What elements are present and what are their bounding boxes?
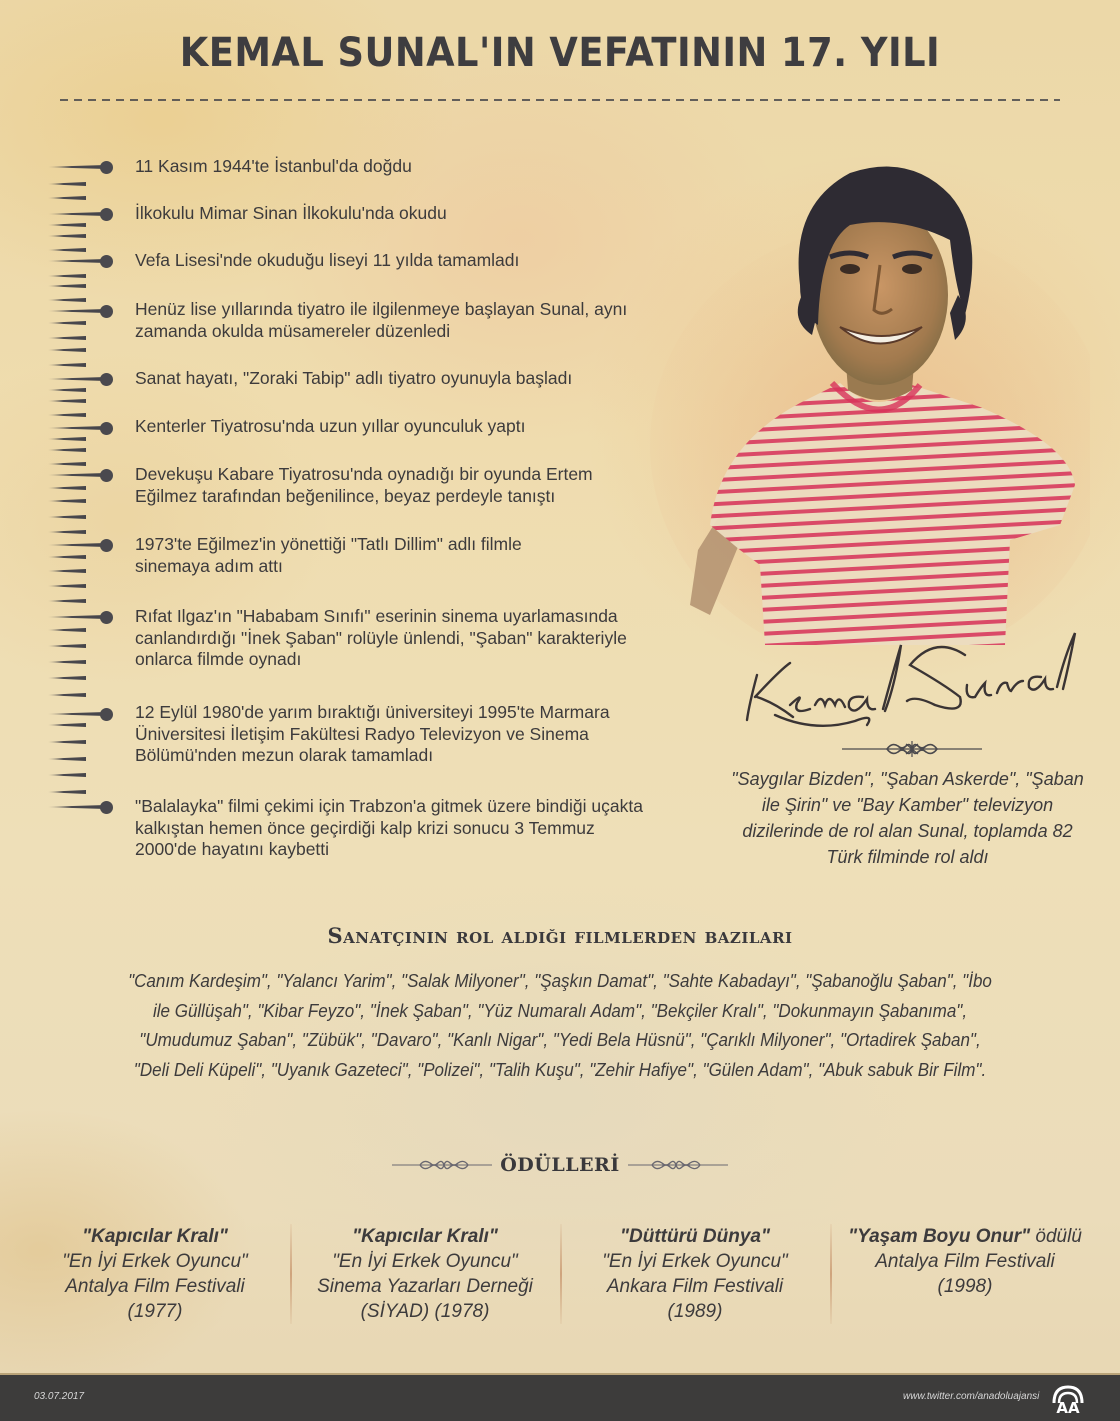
timeline-tick: [48, 448, 86, 452]
timeline-tick: [48, 437, 86, 441]
timeline-tick: [48, 486, 86, 490]
award-film: "Kapıcılar Kralı": [352, 1226, 498, 1247]
ornament-right-icon: [628, 1158, 728, 1177]
award-organizer: Ankara Film Festivali: [606, 1276, 784, 1297]
timeline-dot-icon: [100, 801, 113, 814]
footer-bar: [0, 1373, 1120, 1421]
timeline-dot-icon: [100, 161, 113, 174]
timeline-tick: [48, 363, 86, 367]
portrait-image: [650, 145, 1090, 645]
timeline-tick: [48, 555, 86, 559]
timeline-dot-icon: [100, 708, 113, 721]
award-item: [830, 1224, 1100, 1334]
timeline-tick: [48, 499, 86, 503]
timeline-tick-major: [48, 212, 106, 216]
timeline-dot-icon: [100, 422, 113, 435]
award-item: [20, 1224, 290, 1334]
award-year: (SİYAD) (1978): [360, 1301, 490, 1322]
page-title: KEMAL SUNAL'IN VEFATININ 17. YILI: [179, 30, 941, 76]
timeline-tick: [48, 234, 86, 238]
timeline-tick-major: [48, 805, 106, 809]
timeline-dot-icon: [100, 469, 113, 482]
timeline-tick: [48, 462, 86, 466]
timeline-event: Sanat hayatı, "Zoraki Tabip" adlı tiyatro oyunuyla başladı: [135, 368, 573, 388]
timeline-event: Rıfat Ilgaz'ın "Hababam Sınıfı" eserinin sinema uyarlamasında canlandırdığı "İnek Şaban" rolüyle ünlendi, "Şaban" karakteriyle onlarca filmde oynadı: [135, 606, 627, 669]
award-film: "Kapıcılar Kralı": [82, 1226, 228, 1247]
timeline-tick: [48, 644, 86, 648]
award-year: (1998): [937, 1276, 993, 1297]
timeline-tick: [48, 223, 86, 227]
timeline-dot-icon: [100, 611, 113, 624]
timeline-tick: [48, 399, 86, 403]
timeline-tick: [48, 723, 86, 727]
films-heading: Sanatçının rol aldığı filmlerden bazıları: [327, 923, 793, 948]
award-category: "En İyi Erkek Oyuncu": [602, 1251, 788, 1272]
award-category: "En İyi Erkek Oyuncu": [332, 1251, 518, 1272]
timeline-tick: [48, 248, 86, 252]
timeline-tick: [48, 413, 86, 417]
anadolu-agency-logo-icon: [1050, 1383, 1086, 1415]
timeline-event: Kenterler Tiyatrosu'nda uzun yıllar oyunculuk yaptı: [135, 416, 526, 436]
timeline-tick: [48, 298, 86, 302]
timeline-ruler: [48, 150, 118, 820]
timeline-dot-icon: [100, 255, 113, 268]
timeline-event: 11 Kasım 1944'te İstanbul'da doğdu: [135, 156, 412, 176]
timeline-tick: [48, 584, 86, 588]
svg-text:AA: AA: [1056, 1399, 1080, 1415]
timeline-dot-icon: [100, 305, 113, 318]
timeline-tick: [48, 284, 86, 288]
publish-date: 03.07.2017: [34, 1391, 85, 1402]
timeline-tick-major: [48, 259, 106, 263]
timeline-event: Vefa Lisesi'nde okuduğu liseyi 11 yılda tamamladı: [135, 250, 520, 270]
timeline-tick: [48, 530, 86, 534]
timeline-event: 1973'te Eğilmez'in yönettiği "Tatlı Dillim" adlı filmle sinemaya adım attı: [135, 534, 522, 576]
timeline-event: Devekuşu Kabare Tiyatrosu'nda oynadığı bir oyunda Ertem Eğilmez tarafından beğenilince, beyaz perdeyle tanıştı: [135, 464, 593, 506]
award-suffix: ödülü: [1030, 1226, 1082, 1247]
timeline-tick-major: [48, 309, 106, 313]
timeline-tick: [48, 773, 86, 777]
timeline-tick-major: [48, 473, 106, 477]
timeline-tick: [48, 196, 86, 200]
timeline-tick: [48, 599, 86, 603]
timeline-event: 12 Eylül 1980'de yarım bıraktığı üniversiteyi 1995'te Marmara Üniversitesi İletişim Fakültesi Radyo Televizyon ve Sinema Bölümü'nden mezun olarak tamamladı: [135, 702, 610, 765]
films-list: "Canım Kardeşim", "Yalancı Yarim", "Salak Milyoner", "Şaşkın Damat", "Sahte Kabadayı", "Şabanoğlu Şaban", "İbo ile Güllüşah", "Kibar Feyzo", "İnek Şaban", "Yüz Numaralı Adam", "Bekçiler Kralı", "Dokunmayın Şabanıma", "Umudumuz Şaban", "Zübük", "Davaro", "Kanlı Nigar", "Yedi Bela Hüsnü", "Çarıklı Milyoner", "Ortadirek Şaban", "Deli Deli Küpeli", "Uyanık Gazeteci", "Polizei", "Talih Kuşu", "Zehir Hafiye", "Gülen Adam", "Abuk sabuk Bir Film".: [128, 970, 992, 1080]
award-year: (1977): [127, 1301, 183, 1322]
timeline-tick-major: [48, 543, 106, 547]
award-organizer: Antalya Film Festivali: [875, 1251, 1055, 1272]
timeline-tick-major: [48, 426, 106, 430]
timeline-tick: [48, 388, 86, 392]
timeline-tick: [48, 757, 86, 761]
timeline-tick-major: [48, 377, 106, 381]
timeline-tick: [48, 182, 86, 186]
awards-list: [20, 1224, 1100, 1334]
signature: [735, 625, 1080, 735]
header-divider: [60, 99, 1060, 101]
award-item: [560, 1224, 830, 1334]
award-title: "Yaşam Boyu Onur": [848, 1226, 1031, 1247]
awards-heading: ÖDÜLLERİ: [500, 1154, 620, 1176]
timeline-tick: [48, 628, 86, 632]
twitter-link[interactable]: www.twitter.com/anadoluajansi: [903, 1391, 1040, 1402]
timeline-tick: [48, 348, 86, 352]
timeline-tick: [48, 336, 86, 340]
award-year: (1989): [667, 1301, 723, 1322]
timeline-tick: [48, 321, 86, 325]
award-film: "Düttürü Dünya": [620, 1226, 770, 1247]
timeline-tick-major: [48, 165, 106, 169]
timeline-tick: [48, 693, 86, 697]
timeline-event: "Balalayka" filmi çekimi için Trabzon'a gitmek üzere bindiği uçakta kalkıştan hemen önce geçirdiği kalp krizi sonucu 3 Temmuz 2000'de hayatını kaybetti: [135, 796, 643, 859]
award-category: "En İyi Erkek Oyuncu": [62, 1251, 248, 1272]
tv-series-note: "Saygılar Bizden", "Şaban Askerde", "Şaban ile Şirin" ve "Bay Kamber" televizyon dizilerinde de rol alan Sunal, toplamda 82 Türk filminde rol aldı: [731, 769, 1084, 867]
timeline-dot-icon: [100, 539, 113, 552]
timeline-tick: [48, 740, 86, 744]
timeline-tick-major: [48, 615, 106, 619]
ornament-divider-icon: [842, 740, 982, 763]
timeline-dot-icon: [100, 208, 113, 221]
award-organizer: Sinema Yazarları Derneği: [317, 1276, 533, 1297]
award-item: [290, 1224, 560, 1334]
timeline-tick: [48, 676, 86, 680]
timeline-tick: [48, 515, 86, 519]
timeline-tick: [48, 274, 86, 278]
timeline-tick: [48, 790, 86, 794]
award-organizer: Antalya Film Festivali: [65, 1276, 245, 1297]
timeline-event: Henüz lise yıllarında tiyatro ile ilgilenmeye başlayan Sunal, aynı zamanda okulda müsamereler düzenledi: [135, 299, 628, 341]
timeline-event: İlkokulu Mimar Sinan İlkokulu'nda okudu: [135, 203, 447, 223]
timeline-tick: [48, 569, 86, 573]
timeline-tick: [48, 660, 86, 664]
timeline-dot-icon: [100, 373, 113, 386]
timeline-tick-major: [48, 712, 106, 716]
